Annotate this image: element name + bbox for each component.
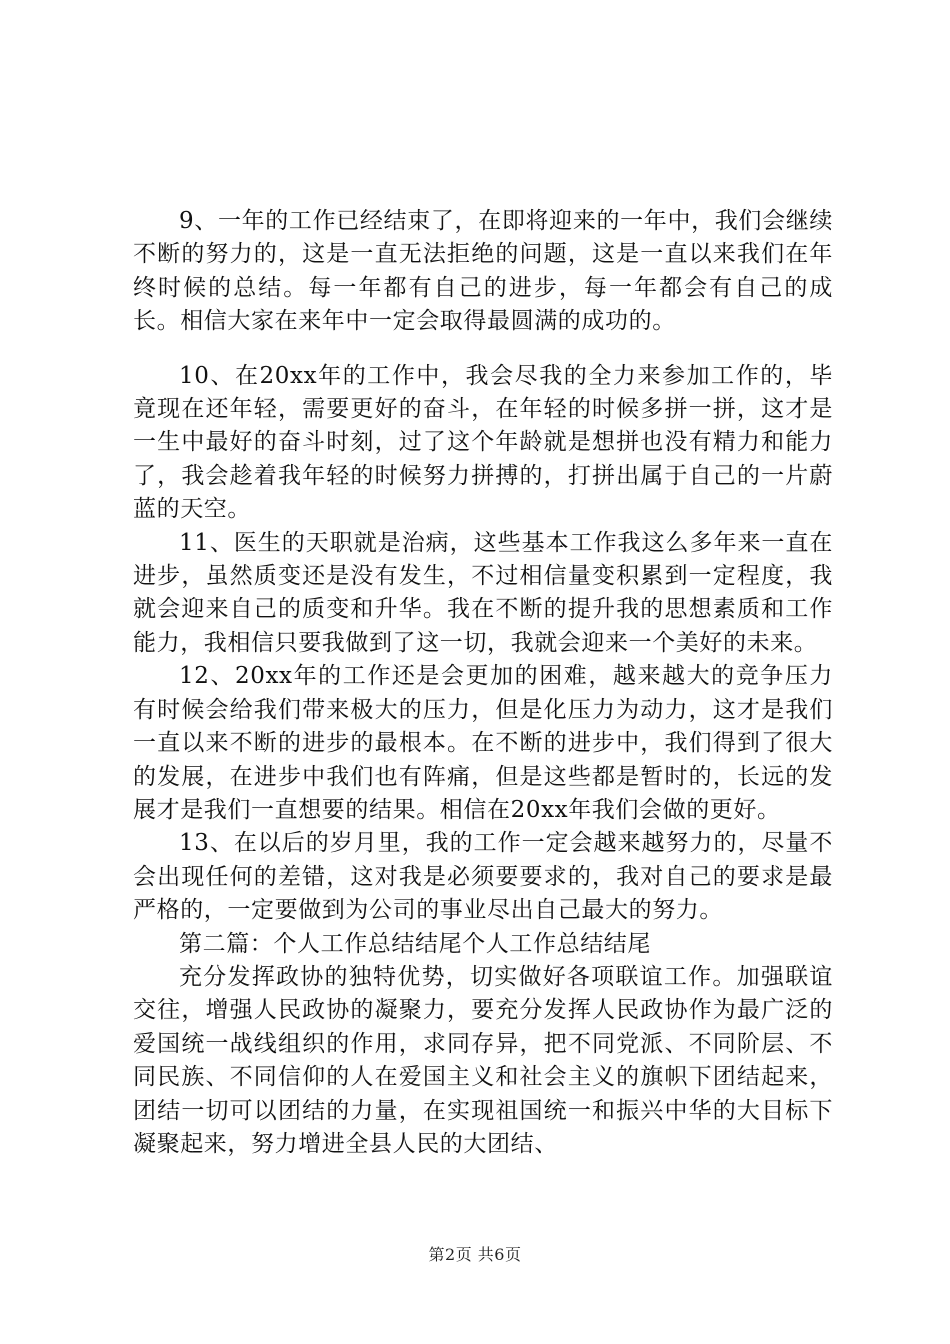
section-paragraph: 充分发挥政协的独特优势，切实做好各项联谊工作。加强联谊交往，增强人民政协的凝聚力，要充分发挥人民政协作为最广泛的爱国统一战线组织的作用，求同存异，把不同党派、不同阶层、不同民族、不同信仰的人在爱国主义和社会主义的旗帜下团结起来，团结一切可以团结的力量，在实现祖国统一和振兴中华的大目标下凝聚起来，努力增进全县人民的大团结、: [133, 963, 833, 1157]
paragraph-13: 13、在以后的岁月里，我的工作一定会越来越努力的，尽量不会出现任何的差错，这对我是必须要要求的，我对自己的要求是最严格的，一定要做到为公司的事业尽出自己最大的努力。: [133, 830, 833, 924]
paragraph-12: 12、20xx年的工作还是会更加的困难，越来越大的竞争压力有时候会给我们带来极大的压力，但是化压力为动力，这才是我们一直以来不断的进步的最根本。在不断的进步中，我们得到了很大的发展，在进步中我们也有阵痛，但是这些都是暂时的，长远的发展才是我们一直想要的结果。相信在20xx年我们会做的更好。: [133, 663, 833, 823]
paragraph-9: 9、一年的工作已经结束了，在即将迎来的一年中，我们会继续不断的努力的，这是一直无法拒绝的问题，这是一直以来我们在年终时候的总结。每一年都有自己的进步，每一年都会有自己的成长。相信大家在来年中一定会取得最圆满的成功的。: [133, 208, 833, 335]
page-number-footer: 第2页 共6页: [428, 1245, 522, 1264]
paragraph-10: 10、在20xx年的工作中，我会尽我的全力来参加工作的，毕竟现在还年轻，需要更好的奋斗，在年轻的时候多拼一拼，这才是一生中最好的奋斗时刻，过了这个年龄就是想拼也没有精力和能力了，我会趁着我年轻的时候努力拼搏的，打拼出属于自己的一片蔚蓝的天空。: [133, 362, 833, 523]
section-heading: 第二篇：个人工作总结结尾个人工作总结结尾: [179, 930, 651, 957]
paragraph-11: 11、医生的天职就是治病，这些基本工作我这么多年来一直在进步，虽然质变还是没有发生，不过相信量变积累到一定程度，我就会迎来自己的质变和升华。我在不断的提升我的思想素质和工作能力，我相信只要我做到了这一切，我就会迎来一个美好的未来。: [133, 529, 833, 656]
document-body: [133, 205, 833, 1161]
